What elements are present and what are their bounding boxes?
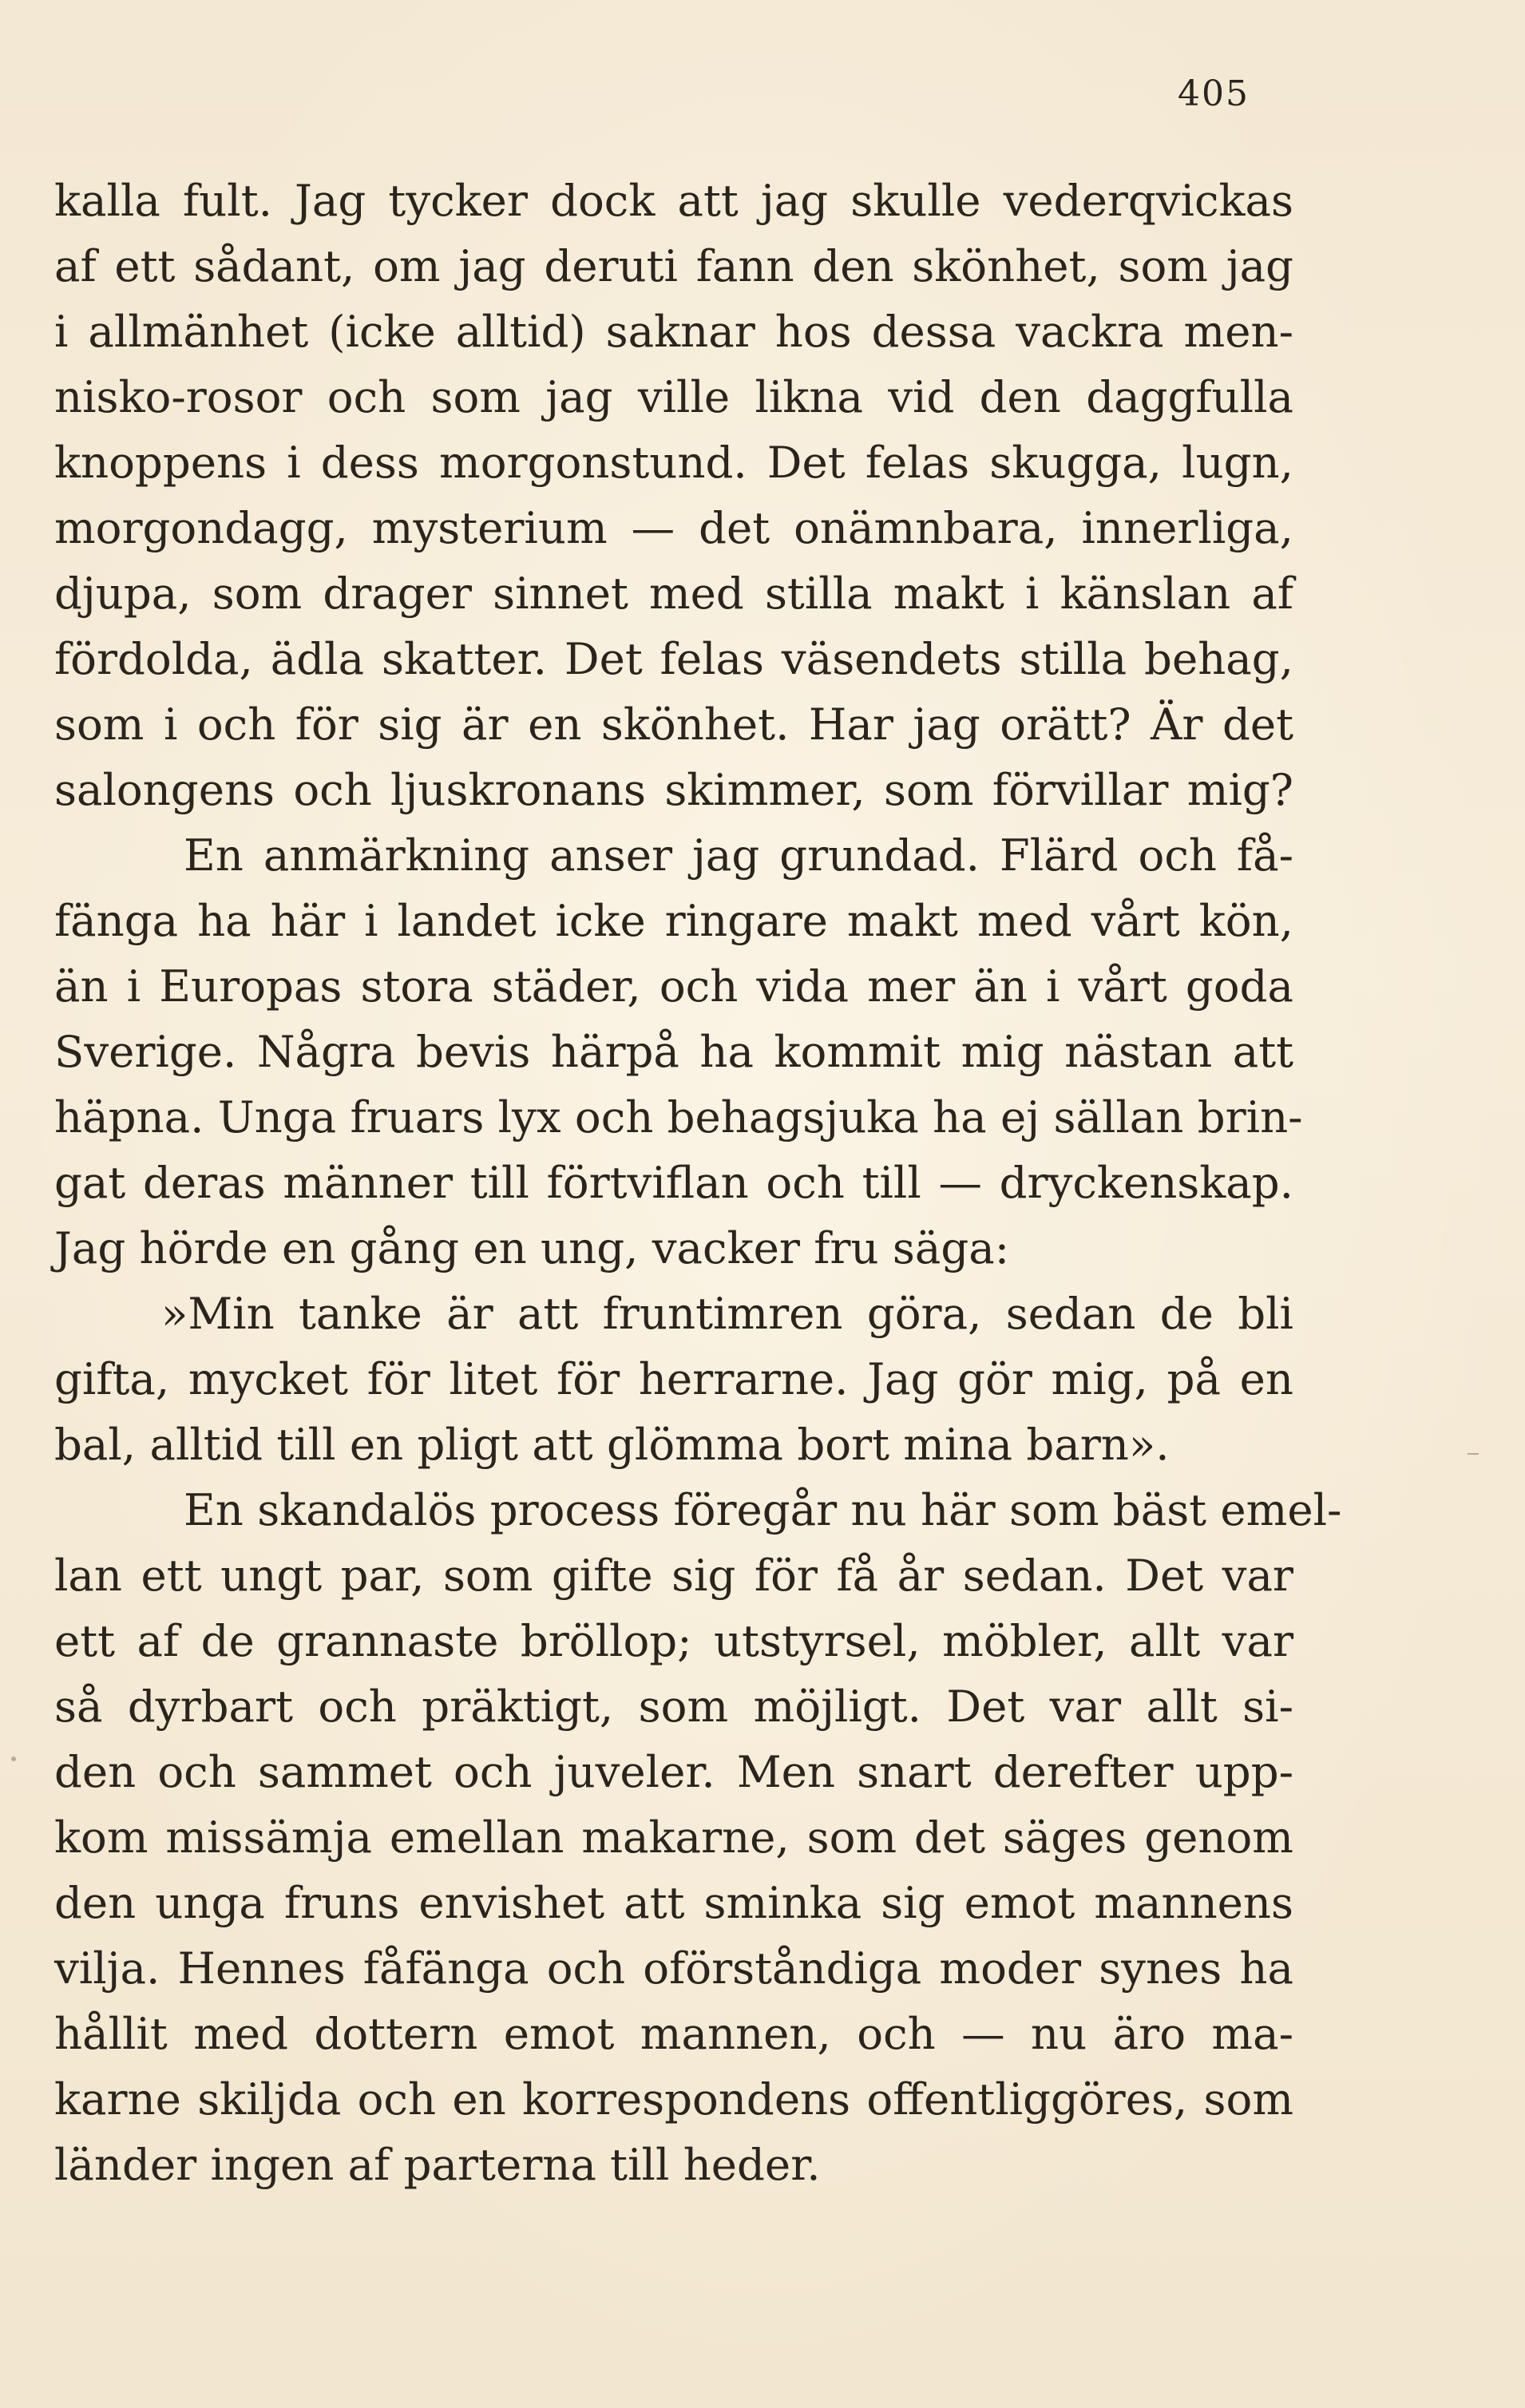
text-line: En skandalös process föregår nu här som bäst emel- [184,1484,1342,1535]
text-line: än i Europas stora städer, och vida mer än i vårt goda [54,960,1293,1012]
text-line: af ett sådant, om jag deruti fann den skönhet, som jag [54,240,1293,291]
text-line: fänga ha här i landet icke ringare makt med vårt kön, [54,895,1293,946]
text-line: djupa, som drager sinnet med stilla makt i känslan af [54,568,1293,619]
text-line: salongens och ljuskronans skimmer, som förvillar mig? [54,764,1293,815]
text-line: knoppens i dess morgonstund. Det felas skugga, lugn, [54,437,1293,488]
text-line: fördolda, ädla skatter. Det felas väsendets stilla behag, [54,633,1293,684]
body-text [54,168,1342,2197]
text-line: karne skiljda och en korrespondens offentliggöres, som [54,2073,1293,2125]
text-line: Jag hörde en gång en ung, vacker fru säga: [54,1222,1010,1273]
text-line: kom missämja emellan makarne, som det säges genom [54,1812,1293,1863]
text-line: ett af de grannaste bröllop; utstyrsel, möbler, allt var [54,1615,1293,1666]
text-line: i allmänhet (icke alltid) saknar hos dessa vackra men- [54,306,1293,357]
paper-speck [11,1756,16,1761]
text-line: den unga fruns envishet att sminka sig emot mannens [54,1877,1293,1928]
text-line: häpna. Unga fruars lyx och behagsjuka ha ej sällan brin- [54,1091,1303,1143]
paper-speck [1468,1453,1479,1455]
text-line: lan ett ungt par, som gifte sig för få år sedan. Det var [54,1550,1293,1601]
text-line: den och sammet och juveler. Men snart derefter upp- [54,1746,1293,1797]
text-line: hållit med dottern emot mannen, och — nu äro ma- [54,2008,1293,2059]
text-line: Sverige. Några bevis härpå ha kommit mig nästan att [54,1026,1293,1077]
text-line: morgondagg, mysterium — det onämnbara, innerliga, [54,502,1293,553]
text-line: som i och för sig är en skönhet. Har jag orätt? Är det [54,699,1293,750]
text-line: gifta, mycket för litet för herrarne. Jag gör mig, på en [54,1353,1293,1404]
text-line: kalla fult. Jag tycker dock att jag skulle vederqvickas [54,175,1293,226]
text-line: nisko-rosor och som jag ville likna vid den daggfulla [54,371,1293,422]
text-line: »Min tanke är att fruntimren göra, sedan de bli [161,1288,1293,1339]
text-line: länder ingen af parterna till heder. [54,2139,821,2190]
text-line: bal, alltid till en pligt att glömma bort mina barn». [54,1419,1170,1470]
text-line: så dyrbart och präktigt, som möjligt. Det var allt si- [54,1681,1293,1732]
text-line: vilja. Hennes fåfänga och oförståndiga moder synes ha [54,1943,1293,1994]
page-number: 405 [1178,73,1250,114]
text-line: En anmärkning anser jag grundad. Flärd och få- [184,830,1293,881]
text-line: gat deras männer till förtviflan och till — dryckenskap. [54,1157,1293,1208]
